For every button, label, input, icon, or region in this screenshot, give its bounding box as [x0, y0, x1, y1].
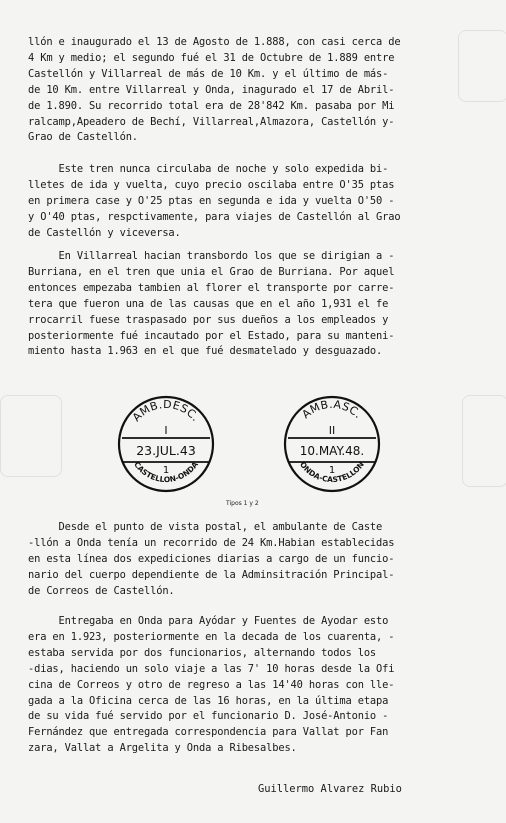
postmark-date: 23.JUL.43	[136, 443, 196, 458]
postmark-caption: Tipos 1 y 2	[226, 500, 259, 507]
postmark-bottom-text: ONDA-CASTELLON	[298, 460, 366, 485]
postmark-number: 1	[328, 465, 336, 476]
paragraph-3: En Villarreal hacian transbordo los que se dirigian a - Burriana, en el tren que unia el Grao de Burriana. Por aquel entonces empezaba tambien al florer el transporte por carre- tera que fueron una de las causas que en el año 1,931 el fe rrocarril fuese traspasado por sus dueños a los empleados y posteriormente fué incautado por el Estado, para su manteni- miento hasta 1.963 en el que fué desmatelado y desguazado.	[28, 250, 395, 358]
postmark-bottom-text: CASTELLON-ONDA	[132, 460, 200, 485]
postmark-numeral: I	[164, 424, 168, 437]
postmark-top-text: AMB.ASC.	[299, 397, 365, 422]
postmark-date: 10.MAY.48.	[299, 444, 365, 458]
paragraph-2: Este tren nunca circulaba de noche y solo expedida bi- lletes de ida y vuelta, cuyo precio oscilaba entre O'35 ptas en primera case y O'25 ptas en segunda e ida y vuelta O'50 - y O'40 ptas, respctivamente, para viajes de Castellón al Grao de Castellón y viceversa.	[28, 163, 401, 239]
author-signature: Guillermo Alvarez Rubio	[258, 783, 402, 795]
postmark-numeral: II	[328, 424, 336, 437]
postmark-type-1	[114, 392, 218, 496]
paragraph-1: llón e inaugurado el 13 de Agosto de 1.888, con casi cerca de 4 Km y medio; el segundo fué el 31 de Octubre de 1.889 entre Castellón y Villarreal de más de 10 Km. y el último de más- de 10 Km. entre Villarreal y Onda, inagurado el 17 de Abril- de 1.890. Su recorrido total era de 28'842 Km. pasaba por Mi ralcamp,Apeadero de Bechí, Villarreal,Almazora, Castellón y- Grao de Castellón.	[28, 36, 401, 144]
paragraph-4: Desde el punto de vista postal, el ambulante de Caste -llón a Onda tenía un recorrido de 24 Km.Habian establecidas en esta línea dos expediciones diarias a cargo de un funcio- nario del cuerpo dependiente de la Adminsitración Principal- de Correos de Castellón.	[28, 521, 395, 597]
paragraph-5: Entregaba en Onda para Ayódar y Fuentes de Ayodar esto era en 1.923, posteriormente en la decada de los cuarenta, - estaba servida por dos funcionarios, alternando todos los -dias, haciendo un solo viaje a las 7' 10 horas desde la Ofi cina de Correos y otro de regreso a las 14'40 horas con lle- gada a la Oficina cerca de las 16 horas, en la última etapa de su vida fué servido por el funcionario D. José-Antonio - Fernández que entregada correspondencia para Vallat por Fan zara, Vallat a Argelita y Onda a Ribesalbes.	[28, 615, 395, 755]
postmark-top-text: AMB.DESC.	[129, 397, 203, 425]
postmark-number: 1	[162, 465, 170, 476]
postmark-illustrations	[0, 380, 506, 510]
postmark-type-2	[280, 392, 384, 496]
